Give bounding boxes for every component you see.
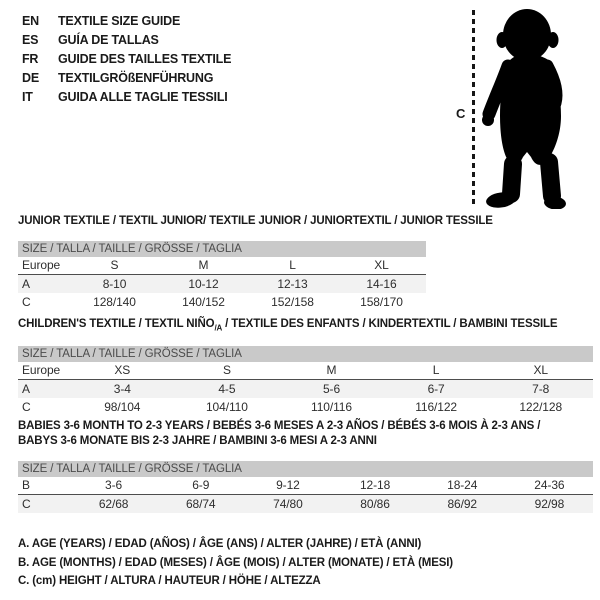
children-title-post: / TEXTILE DES ENFANTS / KINDERTEXTIL / BAMBINI TESSILE xyxy=(222,318,558,330)
table-cell: 5-6 xyxy=(322,382,341,396)
babies-title-line2: BABYS 3-6 MONATE BIS 2-3 JAHRE / BAMBINI 3-6 MESI A 2-3 ANNI xyxy=(18,435,377,447)
table-row xyxy=(18,495,593,513)
table-cell: 6-7 xyxy=(427,382,445,396)
measurement-legend xyxy=(18,535,453,591)
size-table-babies xyxy=(18,461,593,513)
language-row xyxy=(22,50,231,69)
table-cell: 122/128 xyxy=(519,400,563,414)
table-cell: S xyxy=(222,363,231,377)
language-row xyxy=(22,88,231,107)
table-cell: 158/170 xyxy=(360,295,403,309)
table-row xyxy=(18,477,593,495)
language-title: GUIDA ALLE TAGLIE TESSILI xyxy=(58,90,228,104)
table-cell: 9-12 xyxy=(276,478,300,492)
table-cell: 12-13 xyxy=(277,277,308,291)
size-header-bar: SIZE / TALLA / TAILLE / GRÖSSE / TAGLIA xyxy=(18,346,593,362)
language-title: GUIDE DES TAILLES TEXTILE xyxy=(58,52,232,66)
table-cell: 10-12 xyxy=(188,277,219,291)
size-table-junior xyxy=(18,241,426,311)
children-table-title xyxy=(18,318,557,332)
language-code: IT xyxy=(22,90,33,104)
height-measure-dashed-line xyxy=(472,10,475,205)
legend-line: C. (cm) HEIGHT / ALTURA / HAUTEUR / HÖHE / ALTEZZA xyxy=(18,575,321,587)
table-cell: 14-16 xyxy=(366,277,397,291)
row-label: A xyxy=(22,277,30,291)
table-cell: 18-24 xyxy=(447,478,478,492)
table-cell: 6-9 xyxy=(192,478,210,492)
table-cell: 68/74 xyxy=(185,497,216,511)
language-row xyxy=(22,69,231,88)
row-label: C xyxy=(22,497,31,511)
toddler-silhouette-image xyxy=(478,4,593,209)
table-cell: XS xyxy=(114,363,131,377)
size-header-bar: SIZE / TALLA / TAILLE / GRÖSSE / TAGLIA xyxy=(18,461,593,477)
table-cell: XL xyxy=(374,258,389,272)
table-cell: 7-8 xyxy=(532,382,550,396)
table-cell: 74/80 xyxy=(273,497,303,511)
row-label: A xyxy=(22,382,30,396)
language-list xyxy=(22,12,231,107)
babies-table-title xyxy=(18,419,540,449)
silhouette-ear-left xyxy=(497,32,508,48)
size-header-bar: SIZE / TALLA / TAILLE / GRÖSSE / TAGLIA xyxy=(18,241,426,257)
legend-line: A. AGE (YEARS) / EDAD (AÑOS) / ÂGE (ANS) / ALTER (JAHRE) / ETÀ (ANNI) xyxy=(18,538,422,550)
table-cell: 80/86 xyxy=(360,497,390,511)
table-cell: 110/116 xyxy=(311,400,352,414)
language-row xyxy=(22,12,231,31)
silhouette-hand-right xyxy=(548,101,560,113)
junior-table-title: JUNIOR TEXTILE / TEXTIL JUNIOR/ TEXTILE JUNIOR / JUNIORTEXTIL / JUNIOR TESSILE xyxy=(18,215,493,227)
table-cell: 152/158 xyxy=(271,295,314,309)
table-cell: 62/68 xyxy=(98,497,129,511)
language-code: DE xyxy=(22,71,39,85)
silhouette-ear-right xyxy=(548,32,559,48)
table-cell: S xyxy=(110,258,119,272)
measure-c-label: C xyxy=(456,106,466,121)
language-code: ES xyxy=(22,33,39,47)
silhouette-hand-left xyxy=(482,114,494,126)
table-cell: 98/104 xyxy=(104,400,141,414)
table-cell: 24-36 xyxy=(534,478,565,492)
table-cell: M xyxy=(326,363,337,377)
table-cell: 4-5 xyxy=(218,382,236,396)
table-cell: 86/92 xyxy=(447,497,477,511)
table-row xyxy=(18,362,593,380)
row-label: Europe xyxy=(22,258,61,272)
table-cell: 8-10 xyxy=(102,277,127,291)
table-cell: 140/152 xyxy=(182,295,225,309)
silhouette-leg-right xyxy=(549,162,552,196)
table-cell: M xyxy=(198,258,209,272)
table-cell: L xyxy=(432,363,440,377)
table-cell: 3-6 xyxy=(105,478,123,492)
language-code: EN xyxy=(22,14,39,28)
language-title: GUÍA DE TALLAS xyxy=(58,33,159,47)
table-cell: 92/98 xyxy=(534,497,565,511)
table-row xyxy=(18,380,593,398)
language-title: TEXTILGRÖßENFÜHRUNG xyxy=(58,71,214,85)
babies-title-line1: BABIES 3-6 MONTH TO 2-3 YEARS / BEBÉS 3-6 MESES A 2-3 AÑOS / BÉBÉS 3-6 MOIS À 2-3 ANS / xyxy=(18,420,541,432)
row-label: C xyxy=(22,400,31,414)
table-cell: 104/110 xyxy=(205,400,248,414)
table-cell: 116/122 xyxy=(415,400,457,414)
table-row xyxy=(18,275,426,293)
language-row xyxy=(22,31,231,50)
row-label: Europe xyxy=(22,363,61,377)
silhouette-leg-left xyxy=(511,164,513,194)
table-row xyxy=(18,293,426,311)
children-title-pre: CHILDREN'S TEXTILE / TEXTIL NIÑO xyxy=(18,318,215,330)
language-title: TEXTILE SIZE GUIDE xyxy=(58,14,181,28)
row-label: B xyxy=(22,478,30,492)
table-row xyxy=(18,398,593,416)
table-cell: XL xyxy=(533,363,548,377)
language-code: FR xyxy=(22,52,39,66)
children-title-sub: /A xyxy=(214,323,223,333)
table-cell: 128/140 xyxy=(93,295,136,309)
size-table-children xyxy=(18,346,593,416)
table-cell: 3-4 xyxy=(113,382,131,396)
legend-line: B. AGE (MONTHS) / EDAD (MESES) / ÂGE (MOIS) / ALTER (MONATE) / ETÀ (MESI) xyxy=(18,556,453,569)
table-cell: L xyxy=(289,258,296,272)
row-label: C xyxy=(22,295,31,309)
table-row xyxy=(18,257,426,275)
table-cell: 12-18 xyxy=(359,478,391,492)
silhouette-head xyxy=(503,9,551,61)
